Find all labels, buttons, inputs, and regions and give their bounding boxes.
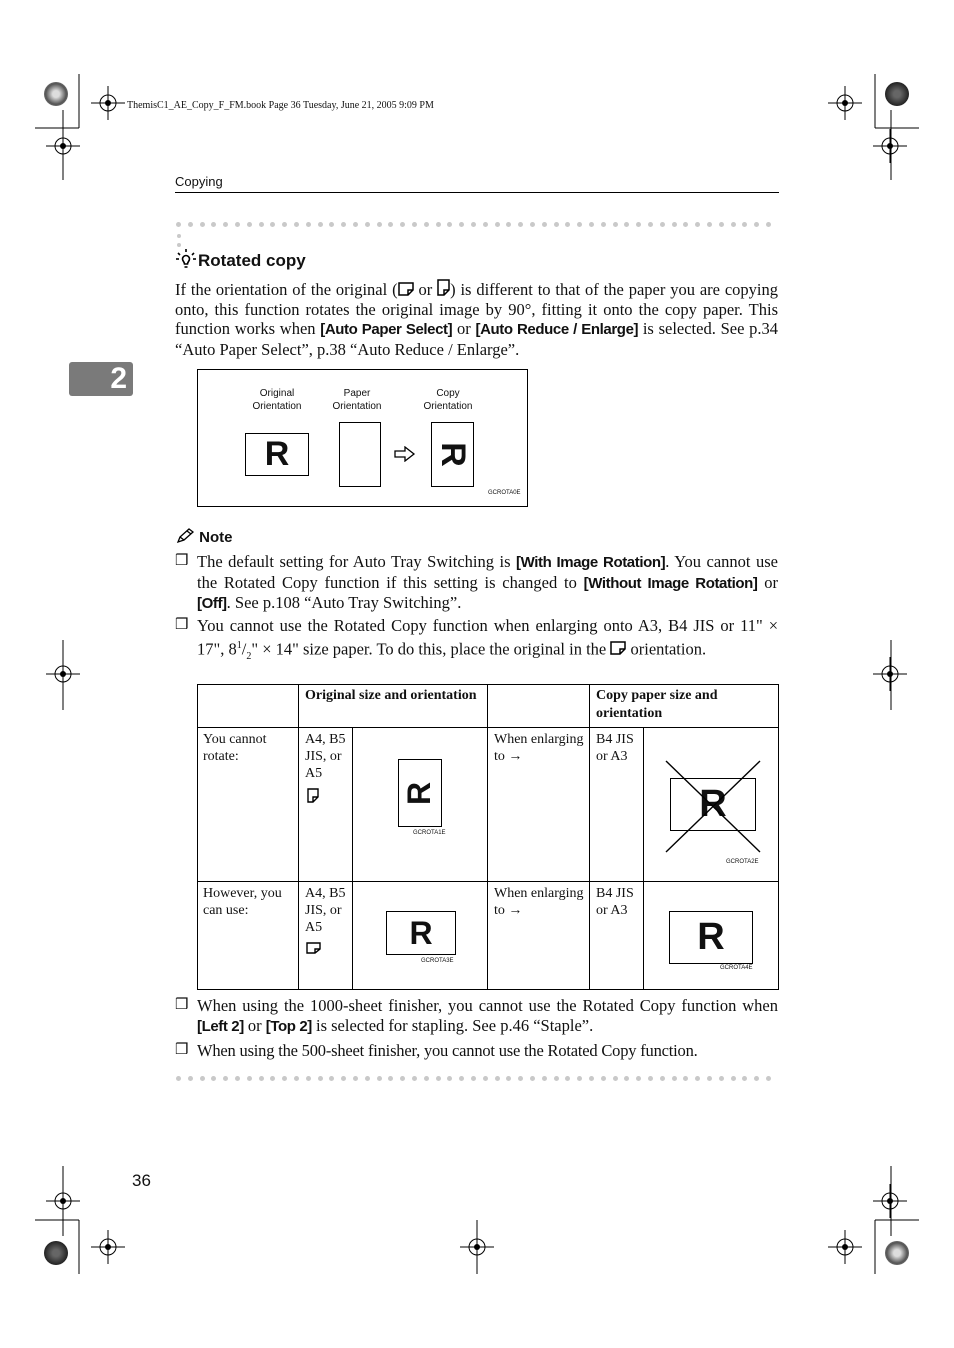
dot	[211, 222, 216, 227]
dot	[282, 1076, 287, 1081]
dot	[471, 222, 476, 227]
dot	[648, 222, 653, 227]
lightbulb-icon	[176, 248, 196, 270]
r-glyph-rotated: R	[401, 781, 438, 805]
landscape-orientation-icon	[398, 282, 414, 296]
figure-code: GCROTA1E	[413, 830, 446, 836]
dot	[495, 222, 500, 227]
dot	[400, 1076, 405, 1081]
bullet-text: You cannot use the Rotated Copy function when enlarging onto A3, B4 JIS or 11" × 17", $8^1/_2$" × 14" size paper. To do this, place the original in the orientation.	[197, 616, 778, 662]
dot	[683, 1076, 688, 1081]
label-paper-orientation: Paper Orientation	[332, 388, 382, 412]
figure-code: GCROTA2E	[726, 859, 759, 865]
dot	[235, 1076, 240, 1081]
r-glyph: R	[409, 914, 433, 951]
dot	[436, 1076, 441, 1081]
cross-out-icon	[665, 760, 761, 853]
dot	[554, 222, 559, 227]
paper-portrait-sheet	[339, 422, 381, 487]
dot	[235, 222, 240, 227]
bullet-text: The default setting for Auto Tray Switching is [With Image Rotation]. You cannot use the Rotated Copy function if this setting is changed to [Without Image Rotation] or [Off]. See p.108 “Auto Tray Switching”.	[197, 552, 778, 613]
dot-corner	[177, 243, 181, 247]
row2-original: A4, B5 JIS, or A5	[305, 886, 346, 935]
intro-text: is selected. See p.34 “Auto Paper Select”, p.38 “Auto Reduce / Enlarge”.	[175, 319, 779, 360]
dot	[601, 1076, 606, 1081]
dot	[483, 1076, 488, 1081]
dot	[176, 1076, 181, 1081]
dot	[353, 1076, 358, 1081]
dot	[542, 1076, 547, 1081]
dot	[613, 1076, 618, 1081]
dot	[518, 222, 523, 227]
checkbox-bullet-icon: ❒	[175, 1042, 189, 1058]
note-title-text: Note	[199, 529, 233, 546]
dot	[754, 222, 759, 227]
row1-action: When enlarging to →	[494, 732, 584, 764]
dot	[436, 222, 441, 227]
dot	[341, 1076, 346, 1081]
section-title	[176, 248, 306, 271]
dot	[329, 222, 334, 227]
dot	[648, 1076, 653, 1081]
dot	[672, 222, 677, 227]
row2-landscape-sheet-large	[669, 911, 753, 964]
dot	[412, 1076, 417, 1081]
r-glyph: R	[699, 783, 727, 825]
dot	[742, 222, 747, 227]
dot	[613, 222, 618, 227]
dot	[577, 222, 582, 227]
bullet-text: When using the 500-sheet finisher, you cannot use the Rotated Copy function.	[197, 1041, 698, 1060]
dot	[176, 222, 181, 227]
note-bullet-4	[175, 1041, 778, 1061]
dot	[200, 1076, 205, 1081]
dot	[577, 1076, 582, 1081]
dot	[188, 1076, 193, 1081]
dotted-separator-bottom	[176, 1076, 776, 1082]
portrait-orientation-icon	[437, 279, 450, 296]
dot	[388, 222, 393, 227]
dot	[412, 222, 417, 227]
figure-code: GCROTA3E	[421, 958, 454, 964]
dot-corner	[177, 234, 181, 238]
section-title-text: Rotated copy	[198, 251, 306, 270]
key-auto-reduce-enlarge: [Auto Reduce / Enlarge]	[475, 321, 639, 339]
row1-portrait-sheet	[398, 759, 442, 827]
dot	[565, 1076, 570, 1081]
dot	[506, 222, 511, 227]
rotation-figure	[197, 369, 528, 507]
dot	[211, 1076, 216, 1081]
intro-text: or	[413, 280, 438, 299]
dot	[530, 1076, 535, 1081]
pencil-icon	[176, 528, 195, 544]
page-number: 36	[132, 1171, 151, 1190]
key-with-image-rotation: [With Image Rotation]	[516, 554, 666, 571]
header-copy-paper-size: Copy paper size and orientation	[596, 688, 718, 721]
dot	[518, 1076, 523, 1081]
r-glyph: R	[697, 916, 725, 958]
dot	[447, 1076, 452, 1081]
dot	[471, 1076, 476, 1081]
label-original-orientation: Original Orientation	[252, 388, 302, 412]
dot	[424, 1076, 429, 1081]
dot	[483, 222, 488, 227]
row2-paper: B4 JIS or A3	[596, 886, 634, 918]
key-off: [Off]	[197, 595, 227, 613]
figure-code: GCROTA0E	[488, 490, 521, 496]
dot	[318, 1076, 323, 1081]
dot	[554, 1076, 559, 1081]
checkbox-bullet-icon: ❒	[175, 553, 189, 569]
landscape-orientation-icon	[306, 942, 321, 954]
dot	[294, 1076, 299, 1081]
dot	[542, 222, 547, 227]
dot	[365, 1076, 370, 1081]
original-landscape-sheet	[245, 433, 309, 476]
key-top-2: [Top 2]	[265, 1017, 312, 1035]
row1-label: You cannot rotate:	[203, 732, 267, 764]
dot	[660, 222, 665, 227]
r-glyph: R	[264, 435, 290, 473]
dot	[731, 222, 736, 227]
dot	[731, 1076, 736, 1081]
dot	[329, 1076, 334, 1081]
dot	[589, 222, 594, 227]
dot	[400, 222, 405, 227]
dot	[459, 1076, 464, 1081]
dot	[719, 222, 724, 227]
dot	[565, 222, 570, 227]
key-auto-paper-select: [Auto Paper Select]	[320, 321, 453, 339]
row1-paper: B4 JIS or A3	[596, 732, 634, 764]
chapter-number: 2	[110, 362, 127, 395]
dot	[695, 222, 700, 227]
row2-label: However, you can use:	[203, 886, 282, 918]
intro-text: or	[452, 319, 476, 339]
note-title	[176, 528, 233, 546]
intro-paragraph	[175, 279, 778, 360]
bullet-text: When using the 1000-sheet finisher, you cannot use the Rotated Copy function when [Left 2] or [Top 2] is selected for stapling. See p.46 “Staple”.	[197, 996, 778, 1035]
dot	[766, 222, 771, 227]
dot	[447, 222, 452, 227]
dot	[589, 1076, 594, 1081]
dot	[672, 1076, 677, 1081]
dot	[377, 222, 382, 227]
label-copy-orientation: Copy Orientation	[423, 388, 473, 412]
dot	[742, 1076, 747, 1081]
dot	[306, 222, 311, 227]
checkbox-bullet-icon: ❒	[175, 997, 189, 1013]
dot	[624, 222, 629, 227]
dot	[683, 222, 688, 227]
dot	[223, 222, 228, 227]
dot	[766, 1076, 771, 1081]
dot	[365, 222, 370, 227]
header-original-size: Original size and orientation	[305, 688, 477, 703]
header-rule	[175, 192, 779, 193]
row1-original: A4, B5 JIS, or A5	[305, 732, 346, 781]
dot	[495, 1076, 500, 1081]
dot	[294, 222, 299, 227]
note-bullet-1	[175, 552, 778, 614]
dot	[247, 222, 252, 227]
dot	[259, 222, 264, 227]
key-left-2: [Left 2]	[197, 1017, 244, 1035]
dot	[247, 1076, 252, 1081]
dot	[282, 222, 287, 227]
landscape-orientation-icon	[610, 641, 626, 655]
rotation-table	[197, 684, 779, 990]
row2-landscape-sheet	[386, 911, 456, 955]
note-bullet-2	[175, 616, 778, 666]
row2-action: When enlarging to →	[494, 886, 584, 918]
dot	[719, 1076, 724, 1081]
dot	[270, 1076, 275, 1081]
dot	[636, 222, 641, 227]
dot	[707, 222, 712, 227]
dot	[707, 1076, 712, 1081]
r-glyph-rotated: R	[434, 442, 472, 467]
checkbox-bullet-icon: ❒	[175, 617, 189, 633]
dot	[754, 1076, 759, 1081]
intro-text: ) is different to that of the paper you are copying onto, this function rotates the original image by 90°, fitting it onto the copy paper. This function works when	[175, 280, 779, 339]
chapter-tab	[69, 362, 133, 396]
dot	[341, 222, 346, 227]
dot	[624, 1076, 629, 1081]
dot	[695, 1076, 700, 1081]
dotted-separator-top	[176, 222, 776, 228]
dot	[530, 222, 535, 227]
dot	[459, 222, 464, 227]
portrait-orientation-icon	[307, 788, 319, 803]
dot	[424, 222, 429, 227]
arrow-right-icon	[394, 446, 416, 462]
dot	[188, 222, 193, 227]
figure-code: GCROTA4E	[720, 965, 753, 971]
dot	[318, 222, 323, 227]
running-head: Copying	[175, 174, 223, 189]
dot	[506, 1076, 511, 1081]
dot	[377, 1076, 382, 1081]
dot	[601, 222, 606, 227]
dot	[636, 1076, 641, 1081]
dot	[259, 1076, 264, 1081]
dot	[388, 1076, 393, 1081]
note-bullet-3	[175, 996, 778, 1036]
dot	[353, 222, 358, 227]
intro-text: If the orientation of the original (	[175, 280, 398, 299]
dot	[660, 1076, 665, 1081]
dot	[200, 222, 205, 227]
copy-rotated-sheet	[431, 422, 474, 487]
dot	[223, 1076, 228, 1081]
dot	[306, 1076, 311, 1081]
key-without-image-rotation: [Without Image Rotation]	[583, 574, 758, 592]
crop-header: ThemisC1_AE_Copy_F_FM.book Page 36 Tuesday, June 21, 2005 9:09 PM	[127, 100, 434, 111]
dot	[270, 222, 275, 227]
